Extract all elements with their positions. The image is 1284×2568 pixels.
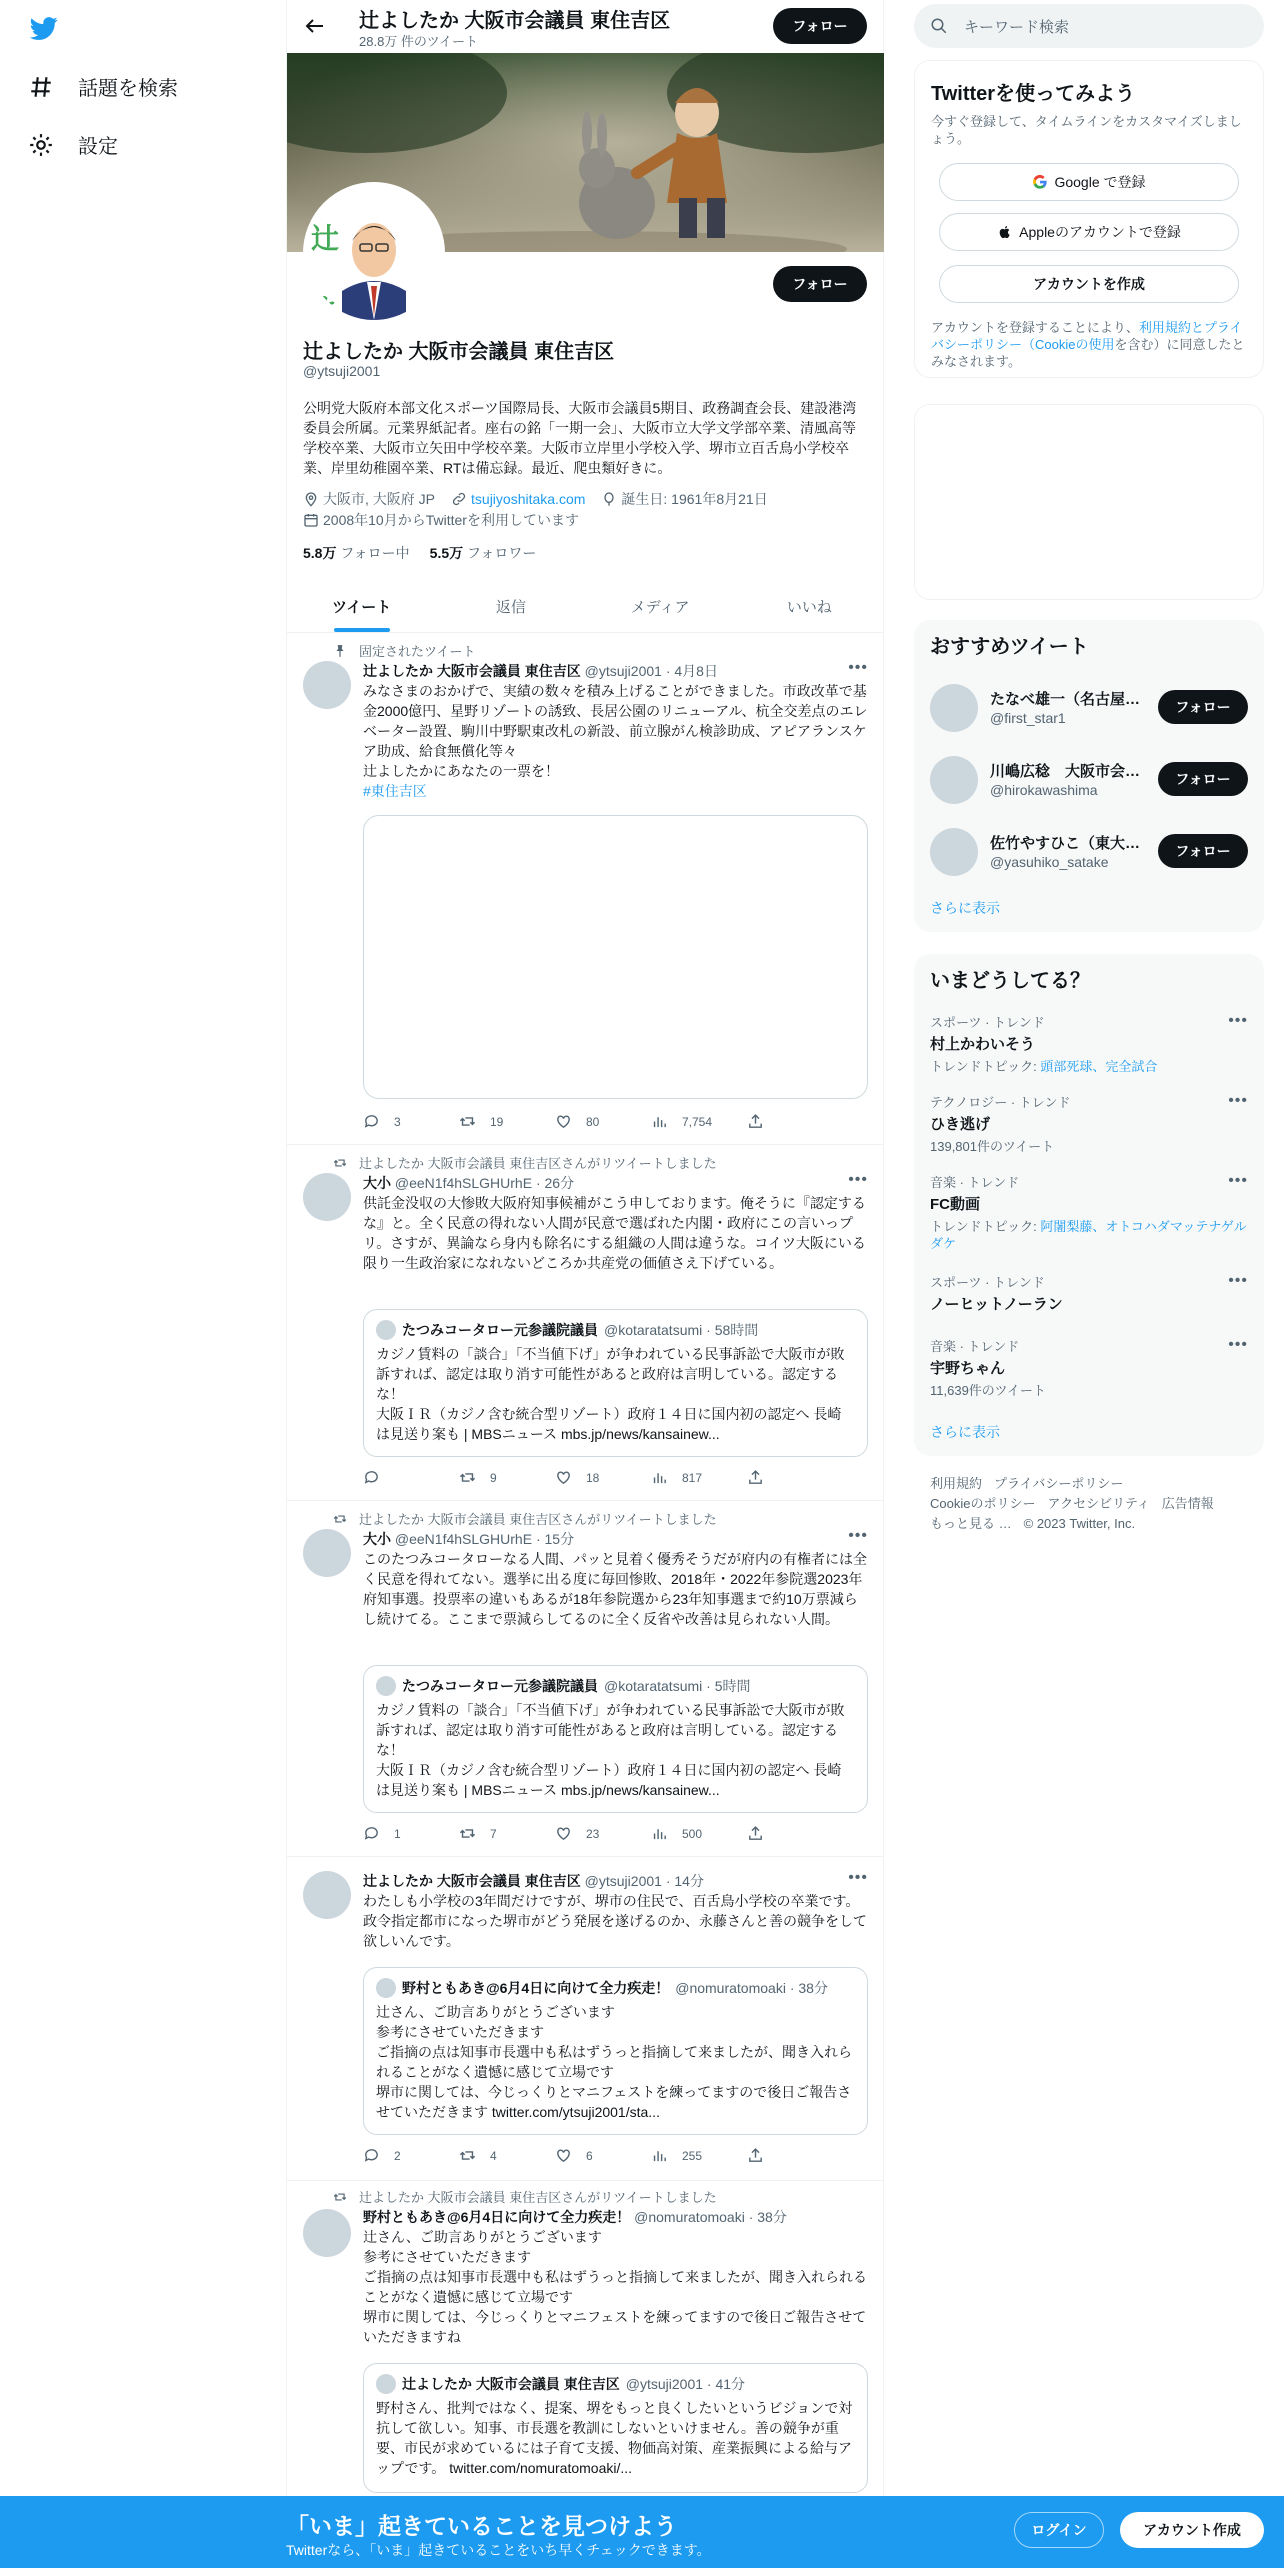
footer-link[interactable]: アクセシビリティ — [1047, 1496, 1150, 1511]
recommended-card — [914, 620, 1264, 932]
trend-sub-link[interactable]: 阿闍梨藤、オトコハダマッテナゲルダケ — [930, 1219, 1247, 1251]
quoted-meta: @nomuratomoaki · 38分 — [675, 1980, 828, 1996]
retweet-button[interactable] — [459, 2147, 555, 2164]
account-follow-button[interactable]: フォロー — [1158, 762, 1248, 796]
tweet-avatar[interactable] — [303, 661, 351, 709]
signup-button[interactable]: アカウント作成 — [1120, 2512, 1264, 2548]
quoted-avatar — [376, 1676, 396, 1696]
google-signup-label: Google で登録 — [1054, 174, 1146, 190]
bottom-bar-title: 「いま」起きていることを見つけよう — [286, 2513, 677, 2539]
reply-button[interactable] — [363, 2147, 459, 2164]
retweet-icon — [459, 1113, 476, 1130]
heart-icon — [555, 1113, 572, 1130]
more-icon[interactable]: ••• — [848, 1869, 868, 1886]
account-name: たなべ雄一（名古屋… — [990, 691, 1140, 708]
trend-category: テクノロジー · トレンド — [930, 1095, 1071, 1110]
tweet-context-text: 辻よしたか 大阪市会議員 東住吉区さんがリツイートしました — [359, 1156, 717, 1171]
google-signup-button[interactable] — [939, 163, 1239, 201]
more-icon[interactable]: ••• — [1228, 1012, 1248, 1029]
tweet-avatar[interactable] — [303, 1173, 351, 1221]
tweet-context — [333, 1153, 717, 1172]
recommended-account[interactable] — [914, 744, 1264, 816]
tab-likes[interactable]: いいね — [786, 598, 832, 616]
twitter-logo-icon[interactable] — [28, 14, 60, 42]
retweet-icon — [459, 1469, 476, 1486]
tweet-meta: @nomuratomoaki · 38分 — [634, 2209, 787, 2225]
tweet-text: 辻さん、ご助言ありがとうございます 参考にさせていただきます ご指摘の点は知事市長選中も私はずうっと指摘して来ましたが、聞き入れられることがなく遺憾に感じて立場です 堺市に関しては、今じっくりとマニフェストを練ってますので後日ご報告させていただきますね — [363, 2229, 867, 2345]
trend-item[interactable] — [930, 1272, 1248, 1314]
footer-link[interactable]: 広告情報 — [1161, 1496, 1214, 1511]
like-button[interactable] — [555, 1825, 651, 1842]
account-follow-button[interactable]: フォロー — [1158, 690, 1248, 724]
profile-stats — [303, 543, 536, 563]
footer-link[interactable]: Cookieのポリシー — [930, 1496, 1036, 1511]
main-column — [286, 0, 884, 2568]
tweet-media-card[interactable] — [363, 815, 868, 1099]
retweet-count: 19 — [490, 1114, 504, 1129]
tweet-header — [363, 1529, 574, 1549]
following-label: フォロー中 — [340, 545, 410, 561]
more-icon[interactable]: ••• — [1228, 1172, 1248, 1189]
tweet[interactable] — [287, 1857, 884, 2181]
quoted-tweet-header — [376, 1320, 855, 1340]
profile-header-bar — [287, 0, 883, 53]
quoted-text: 野村さん、批判ではなく、提案、堺をもっと良くしたいというビジョンで対抗して欲しい。知事、市長選を教訓にしないといけません。善の競争が重要、市民が求めているには子育て支援、物価高対策、産業振興による給与アップです。 twitter.com/nomuratomoaki/... — [376, 2400, 853, 2476]
bottom-signup-bar — [0, 2496, 1284, 2568]
bar-chart-icon — [651, 2147, 668, 2164]
link-icon — [451, 491, 467, 507]
login-button[interactable]: ログイン — [1014, 2512, 1104, 2548]
quoted-author-name: 辻よしたか 大阪市会議員 東住吉区 — [402, 2376, 620, 2392]
followers-link[interactable] — [430, 543, 537, 563]
account-avatar[interactable] — [930, 828, 978, 876]
profile-meta-row-1 — [303, 489, 768, 509]
trend-title: 宇野ちゃん — [930, 1360, 1006, 1377]
search-icon — [930, 17, 948, 35]
legal-suffix: を含む）に同意したとみなされます。 — [931, 337, 1245, 369]
quoted-author-name: たつみコータロー元参議院議員 — [402, 1322, 598, 1338]
recommended-title: おすすめツイート — [930, 636, 1089, 658]
profile-follow-button[interactable]: フォロー — [773, 266, 867, 302]
legal-link[interactable]: 利用規約とプライバシーポリシー（Cookieの使用 — [931, 320, 1243, 352]
signup-card — [914, 60, 1264, 378]
footer-link[interactable]: 利用規約 — [930, 1476, 983, 1491]
back-arrow-icon[interactable] — [303, 14, 327, 38]
trend-sub-text: 11,639件のツイート — [930, 1383, 1046, 1398]
trend-category: スポーツ · トレンド — [930, 1015, 1045, 1030]
tweet-meta: @ytsuji2001 · 4月8日 — [584, 663, 718, 679]
trend-sub-text: 139,801件のツイート — [930, 1139, 1055, 1154]
following-link[interactable] — [303, 543, 410, 563]
location-icon — [303, 491, 319, 507]
tweet-author-name[interactable]: 大小 — [363, 1531, 391, 1547]
nav-settings[interactable] — [28, 130, 118, 159]
quoted-meta: @kotaratatsumi · 58時間 — [604, 1322, 759, 1338]
tweet-context-text: 固定されたツイート — [359, 644, 476, 659]
recommended-show-more[interactable]: さらに表示 — [930, 900, 1000, 916]
quoted-avatar — [376, 2374, 396, 2394]
apple-signup-button[interactable] — [939, 213, 1239, 251]
profile-handle: @ytsuji2001 — [303, 363, 381, 379]
view-count: 500 — [682, 1826, 703, 1841]
profile-url[interactable]: tsujiyoshitaka.com — [471, 491, 586, 507]
signup-legal — [931, 319, 1253, 370]
footer-link[interactable]: プライバシーポリシー — [994, 1476, 1124, 1491]
tweet-header — [363, 1871, 704, 1891]
quoted-tweet-header — [376, 1978, 855, 1998]
quoted-avatar — [376, 1320, 396, 1340]
trend-sub — [930, 1382, 1248, 1399]
tweet-context — [333, 1509, 717, 1528]
tweet-meta: @ytsuji2001 · 14分 — [584, 1873, 704, 1889]
tweet-hashtag[interactable]: #東住吉区 — [363, 783, 427, 799]
tweet-actions — [363, 1469, 783, 1486]
tweet[interactable] — [287, 1145, 884, 1501]
share-icon[interactable] — [747, 1825, 764, 1842]
trends-title: いまどうしてる？ — [930, 970, 1090, 992]
gear-icon — [28, 132, 54, 158]
google-icon — [1032, 174, 1048, 190]
quoted-tweet[interactable] — [363, 1309, 868, 1457]
share-icon[interactable] — [747, 2147, 764, 2164]
quoted-author-name: 野村ともあき@6月4日に向けて全力疾走！ — [402, 1980, 670, 1996]
calendar-icon — [303, 512, 319, 528]
nav-explore-label: 話題を検索 — [78, 78, 178, 100]
tweet-text: このたつみコータローなる人間、パッと見着く優秀そうだが府内の有権者には全く民意を得れてない。選挙に出る度に毎回惨敗、2018年・2022年参院選2023年府知事選。投票率の違いもあるが18年参院選から23年知事選まで約10万票減らし続けてる。ここまで票減らしてるのに全く反省や改善は見られない人間。 — [363, 1551, 867, 1627]
tweet-text: わたしも小学校の3年間だけですが、堺市の住民で、百舌鳥小学校の卒業です。政令指定都市になった堺市がどう発展を遂げるのか、永藤さんと善の競争をして欲しいんです。 — [363, 1893, 867, 1949]
tweet-author-name[interactable]: 大小 — [363, 1175, 391, 1191]
trend-sub-text: トレンドトピック: — [930, 1219, 1041, 1234]
tweet[interactable] — [287, 633, 884, 1145]
heart-icon — [555, 2147, 572, 2164]
pin-icon — [333, 644, 347, 658]
reply-icon — [363, 2147, 380, 2164]
trend-sub-text: トレンドトピック: — [930, 1059, 1041, 1074]
signup-subtitle: 今すぐ登録して、タイムラインをカスタマイズしましょう。 — [931, 114, 1242, 146]
trend-category: 音楽 · トレンド — [930, 1339, 1020, 1354]
tab-media[interactable]: メディア — [630, 598, 690, 616]
views-button[interactable] — [651, 1113, 747, 1130]
followers-label: フォロワー — [467, 545, 537, 561]
tab-replies[interactable]: 返信 — [495, 598, 526, 616]
header-tweet-count: 28.8万 件のツイート — [359, 34, 479, 49]
account-avatar[interactable] — [930, 684, 978, 732]
trend-title: 村上かわいそう — [930, 1036, 1036, 1053]
trend-category: スポーツ · トレンド — [930, 1275, 1045, 1290]
quoted-meta: @kotaratatsumi · 5時間 — [604, 1678, 751, 1694]
copyright: © 2023 Twitter, Inc. — [1023, 1516, 1136, 1531]
tweet-meta: @eeN1f4hSLGHUrhE · 15分 — [394, 1531, 575, 1547]
tweet-header — [363, 1173, 574, 1193]
trend-sub — [930, 1058, 1248, 1075]
profile-joined: 2008年10月からTwitterを利用しています — [323, 512, 579, 528]
profile-location: 大阪市, 大阪府 JP — [323, 491, 436, 507]
retweet-icon — [333, 2190, 347, 2204]
share-icon[interactable] — [747, 1469, 764, 1486]
quoted-tweet[interactable] — [363, 2363, 868, 2493]
tab-tweets[interactable]: ツイート — [287, 580, 436, 632]
reply-count: 2 — [394, 2148, 401, 2163]
more-icon[interactable]: ••• — [1228, 1336, 1248, 1353]
tweet-avatar[interactable] — [303, 1529, 351, 1577]
tweet-avatar[interactable] — [303, 2209, 351, 2257]
more-icon[interactable]: ••• — [848, 1171, 868, 1188]
tweet-actions — [363, 1113, 783, 1130]
apple-signup-label: Appleのアカウントで登録 — [1019, 224, 1181, 240]
tweet-actions — [363, 1825, 783, 1842]
profile-birthday: 誕生日: 1961年8月21日 — [621, 491, 768, 507]
retweet-icon — [333, 1156, 347, 1170]
trend-sub — [930, 1218, 1248, 1252]
trend-title: FC動画 — [930, 1196, 980, 1213]
trends-show-more[interactable]: さらに表示 — [930, 1424, 1000, 1440]
tweet-context — [333, 641, 475, 660]
like-button[interactable] — [555, 2147, 651, 2164]
recommended-account[interactable] — [914, 672, 1264, 744]
tweet-context-text: 辻よしたか 大阪市会議員 東住吉区さんがリツイートしました — [359, 2190, 717, 2205]
reply-icon — [363, 1825, 380, 1842]
trend-item[interactable] — [930, 1172, 1248, 1252]
followers-count: 5.5万 — [429, 545, 464, 561]
footer-links — [930, 1474, 1260, 1534]
legal-prefix: アカウントを登録することにより、 — [931, 320, 1139, 335]
bar-chart-icon — [651, 1469, 668, 1486]
reply-button[interactable] — [363, 1825, 459, 1842]
tweet-text: 供託金没収の大惨敗大阪府知事候補がこう申しております。俺そうに『認定するな』と。全く民意の得れない人間が民意で選ばれた内閣・政府にこの言いっプリ。さすが、異論なら身内も除名にする組織の人間は違うな。コイツ大阪にいる限り一生政治家になれないどころか共産党の価値さえ下げている。 — [363, 1195, 866, 1271]
search-placeholder: キーワード検索 — [964, 18, 1070, 36]
create-account-button[interactable]: アカウントを作成 — [939, 265, 1239, 303]
views-button[interactable] — [651, 2147, 747, 2164]
account-handle: @hirokawashima — [990, 782, 1098, 798]
share-icon[interactable] — [747, 1113, 764, 1130]
heart-icon — [555, 1825, 572, 1842]
quoted-meta: @ytsuji2001 · 41分 — [625, 2376, 746, 2392]
retweet-button[interactable] — [459, 1113, 555, 1130]
following-count: 5.8万 — [303, 545, 337, 561]
quoted-text: カジノ賃料の「談合」「不当値下げ」が争われている民事訴訟で大阪市が敗訴すれば、認定は取り消す可能性があると政府は言明している。認定するな！ 大阪ＩＲ（カジノ含む統合型リゾート）政府１４日に国内初の認定へ 長崎は見送り案も | MBSニュース mbs.jp/news/kansainew... — [376, 1702, 845, 1798]
retweet-icon — [333, 1512, 347, 1526]
trend-item[interactable] — [930, 1012, 1248, 1075]
profile-meta-row-2 — [303, 510, 579, 530]
heart-icon — [555, 1469, 572, 1486]
like-button[interactable] — [555, 1113, 651, 1130]
view-count: 7,754 — [682, 1114, 713, 1129]
quoted-text: 辻さん、ご助言ありがとうございます 参考にさせていただきます ご指摘の点は知事市長選中も私はずうっと指摘して来ましたが、聞き入れられることがなく遺憾に感じて立場です 堺市に関しては、今じっくりとマニフェストを練ってますので後日ご報告させていただきます twitter.com/ytsuji2001/sta... — [376, 2004, 852, 2120]
header-follow-button[interactable]: フォロー — [773, 8, 867, 44]
retweet-count: 9 — [490, 1470, 497, 1485]
more-icon[interactable]: ••• — [1228, 1272, 1248, 1289]
reply-button[interactable] — [363, 1113, 459, 1130]
reply-count: 3 — [394, 1114, 401, 1129]
retweet-button[interactable] — [459, 1825, 555, 1842]
empty-card — [914, 404, 1264, 600]
recommended-account[interactable] — [914, 816, 1264, 888]
like-count: 6 — [586, 2148, 593, 2163]
trend-category: 音楽 · トレンド — [930, 1175, 1020, 1190]
trend-item[interactable] — [930, 1336, 1248, 1399]
account-handle: @first_star1 — [990, 710, 1066, 726]
tweet-context-text: 辻よしたか 大阪市会議員 東住吉区さんがリツイートしました — [359, 1512, 717, 1527]
like-count: 80 — [586, 1114, 600, 1129]
footer-link[interactable]: もっと見る … — [930, 1516, 1012, 1531]
tweet-text: みなさまのおかげで、実績の数々を積み上げることができました。市政改革で基金2000億円、星野リゾートの誘致、長居公園のリニューアル、杭全交差点のエレベーター設置、駒川中野駅東改札の新設、前立腺がん検診助成、アピアランスケア助成、給食無償化等々 辻よしたかにあなたの一票を！ — [363, 683, 868, 779]
tweet-author-name[interactable]: 辻よしたか 大阪市会議員 東住吉区 — [363, 1873, 581, 1889]
bar-chart-icon — [651, 1113, 668, 1130]
profile-tabs — [287, 580, 884, 633]
trend-sub-link[interactable]: 頭部死球、完全試合 — [1040, 1059, 1158, 1074]
bar-chart-icon — [651, 1825, 668, 1842]
more-icon[interactable]: ••• — [848, 659, 868, 676]
tweet-actions — [363, 2147, 783, 2164]
profile-name: 辻よしたか 大阪市会議員 東住吉区 — [303, 341, 615, 363]
left-nav — [0, 0, 286, 2568]
account-handle: @yasuhiko_satake — [990, 854, 1109, 870]
quoted-tweet-header — [376, 1676, 855, 1696]
avatar-lettering: 辻 よ — [311, 223, 400, 324]
search-box[interactable] — [914, 4, 1264, 48]
tweet-author-name[interactable]: 辻よしたか 大阪市会議員 東住吉区 — [363, 663, 581, 679]
view-count: 255 — [682, 2148, 703, 2163]
quoted-tweet[interactable] — [363, 1665, 868, 1813]
retweet-icon — [459, 1825, 476, 1842]
account-name: 川嶋広稔 大阪市会… — [990, 763, 1140, 780]
retweet-count: 4 — [490, 2148, 497, 2163]
account-follow-button[interactable]: フォロー — [1158, 834, 1248, 868]
signup-title: Twitterを使ってみよう — [931, 83, 1136, 105]
more-icon[interactable]: ••• — [848, 1527, 868, 1544]
nav-explore[interactable] — [28, 72, 178, 101]
balloon-icon — [601, 491, 617, 507]
views-button[interactable] — [651, 1469, 747, 1486]
quoted-text: カジノ賃料の「談合」「不当値下げ」が争われている民事訴訟で大阪市が敗訴すれば、認定は取り消す可能性があると政府は言明している。認定するな！ 大阪ＩＲ（カジノ含む統合型リゾート）政府１４日に国内初の認定へ 長崎は見送り案も | MBSニュース mbs.jp/news/kansainew... — [376, 1346, 845, 1442]
view-count: 817 — [682, 1470, 703, 1485]
reply-icon — [363, 1113, 380, 1130]
header-name: 辻よしたか 大阪市会議員 東住吉区 — [359, 10, 671, 32]
tweet[interactable] — [287, 2181, 884, 2496]
quoted-avatar — [376, 1978, 396, 1998]
tweet-header — [363, 661, 718, 681]
views-button[interactable] — [651, 1825, 747, 1842]
account-name: 佐竹やすひこ（東大… — [990, 835, 1140, 852]
trend-item[interactable] — [930, 1092, 1248, 1155]
quoted-tweet-header — [376, 2374, 855, 2394]
tweet-meta: @eeN1f4hSLGHUrhE · 26分 — [394, 1175, 575, 1191]
like-count: 23 — [586, 1826, 600, 1841]
bottom-bar-subtitle: Twitterなら、「いま」起きていることをいち早くチェックできます。 — [286, 2542, 711, 2558]
tweet-context — [333, 2187, 717, 2206]
more-icon[interactable]: ••• — [1228, 1092, 1248, 1109]
account-avatar[interactable] — [930, 756, 978, 804]
retweet-icon — [459, 2147, 476, 2164]
retweet-button[interactable] — [459, 1469, 555, 1486]
trends-card — [914, 954, 1264, 1456]
tweet-author-name[interactable]: 野村ともあき@6月4日に向けて全力疾走！ — [363, 2209, 631, 2225]
tweet[interactable] — [287, 1501, 884, 1857]
trend-sub — [930, 1138, 1248, 1155]
retweet-count: 7 — [490, 1826, 497, 1841]
trend-title: ノーヒットノーラン — [930, 1296, 1063, 1313]
profile-bio: 公明党大阪府本部文化スポーツ国際局長、大阪市会議員5期目、政務調査会長、建設港湾委員会所属。元業界紙記者。座右の銘「一期一会」、大阪市立大学文学部卒業、清風高等学校卒業、大阪市立矢田中学校卒業。大阪市立岸里小学校入学、堺市立百舌鳥小学校卒業、岸里幼稚園卒業、RTは備忘録。最近、爬虫類好きに。 — [303, 400, 857, 476]
trend-title: ひき逃げ — [930, 1116, 991, 1133]
reply-icon — [363, 1469, 380, 1486]
tweet-header — [363, 2207, 787, 2227]
nav-settings-label: 設定 — [78, 136, 118, 158]
like-count: 18 — [586, 1470, 600, 1485]
reply-button[interactable] — [363, 1469, 459, 1486]
apple-icon — [997, 224, 1013, 240]
quoted-author-name: たつみコータロー元参議院議員 — [402, 1678, 598, 1694]
profile-avatar[interactable] — [303, 182, 445, 324]
reply-count: 1 — [394, 1826, 401, 1841]
quoted-tweet[interactable] — [363, 1967, 868, 2135]
like-button[interactable] — [555, 1469, 651, 1486]
hashtag-icon — [28, 74, 54, 100]
tweet-avatar[interactable] — [303, 1871, 351, 1919]
